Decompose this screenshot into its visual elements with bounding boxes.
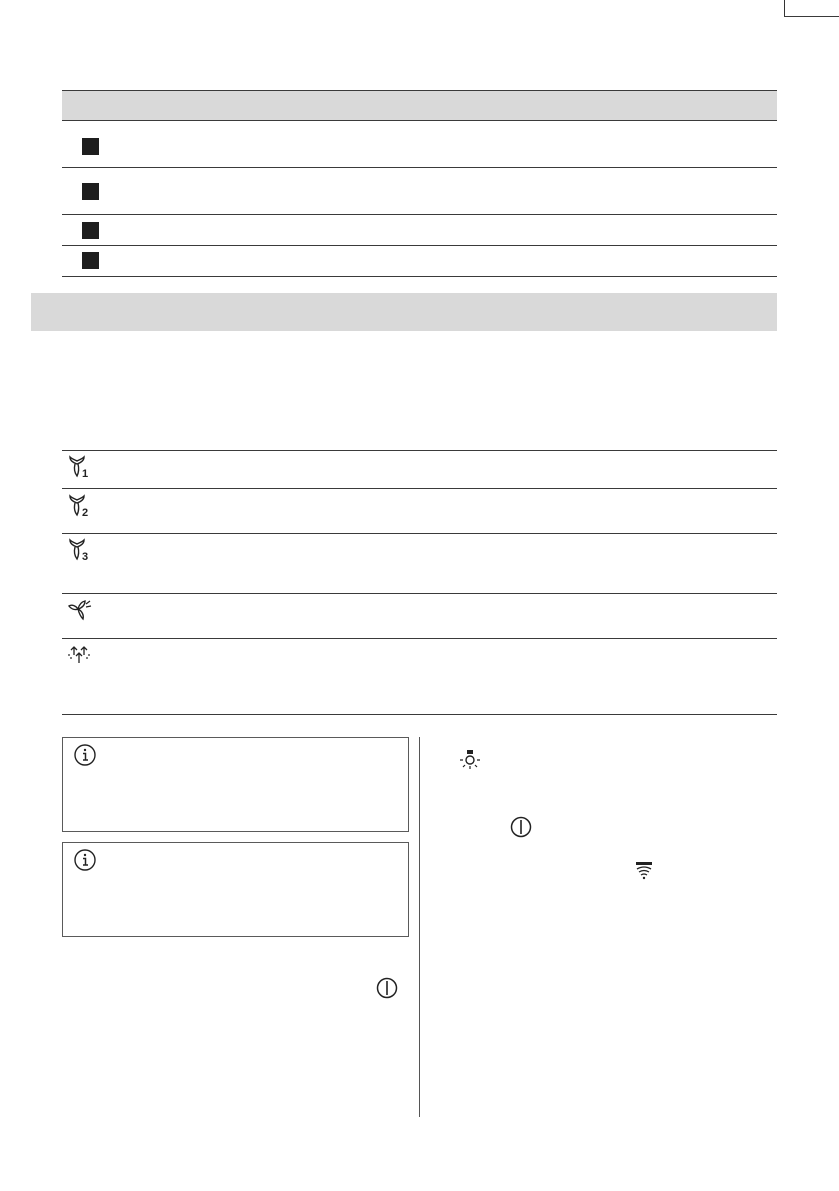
column-divider [419, 737, 420, 1117]
fan-speed-1-subscript: 1 [82, 468, 89, 479]
square-marker [82, 138, 99, 155]
fan-table-row-rule [62, 533, 777, 534]
fan-table-row-rule [62, 638, 777, 639]
info-icon [73, 848, 97, 872]
top-right-corner-rule [784, 0, 785, 17]
light-icon [457, 748, 483, 774]
top-table-header-rule [62, 120, 777, 121]
fan-table-top-rule [62, 450, 777, 451]
fan-table-bottom-rule [62, 714, 777, 715]
info-note-box [62, 842, 409, 937]
breeze-icon [66, 643, 94, 667]
top-right-corner-tick [784, 16, 839, 17]
fan-speed-2-subscript: 2 [82, 507, 89, 518]
fan-speed-1-icon [66, 455, 94, 479]
power-icon [375, 976, 399, 1000]
fan-speed-2-icon [66, 494, 94, 518]
top-table-row-rule [62, 167, 777, 168]
square-marker [82, 252, 99, 269]
square-marker [82, 183, 99, 200]
top-table-row-rule [62, 245, 777, 246]
square-marker [82, 222, 99, 239]
fan-table-row-rule [62, 488, 777, 489]
power-icon [509, 815, 533, 839]
fan-speed-3-icon [66, 538, 94, 562]
section-heading-band [31, 293, 777, 331]
fan-boost-icon [66, 598, 94, 622]
fan-table-row-rule [62, 593, 777, 594]
top-table-bottom-rule [62, 276, 777, 277]
info-note-box [62, 737, 409, 832]
hob-connection-icon [633, 860, 655, 882]
top-table-row-rule [62, 214, 777, 215]
top-table-header [62, 91, 777, 120]
fan-speed-3-subscript: 3 [82, 551, 89, 562]
info-icon [73, 743, 97, 767]
